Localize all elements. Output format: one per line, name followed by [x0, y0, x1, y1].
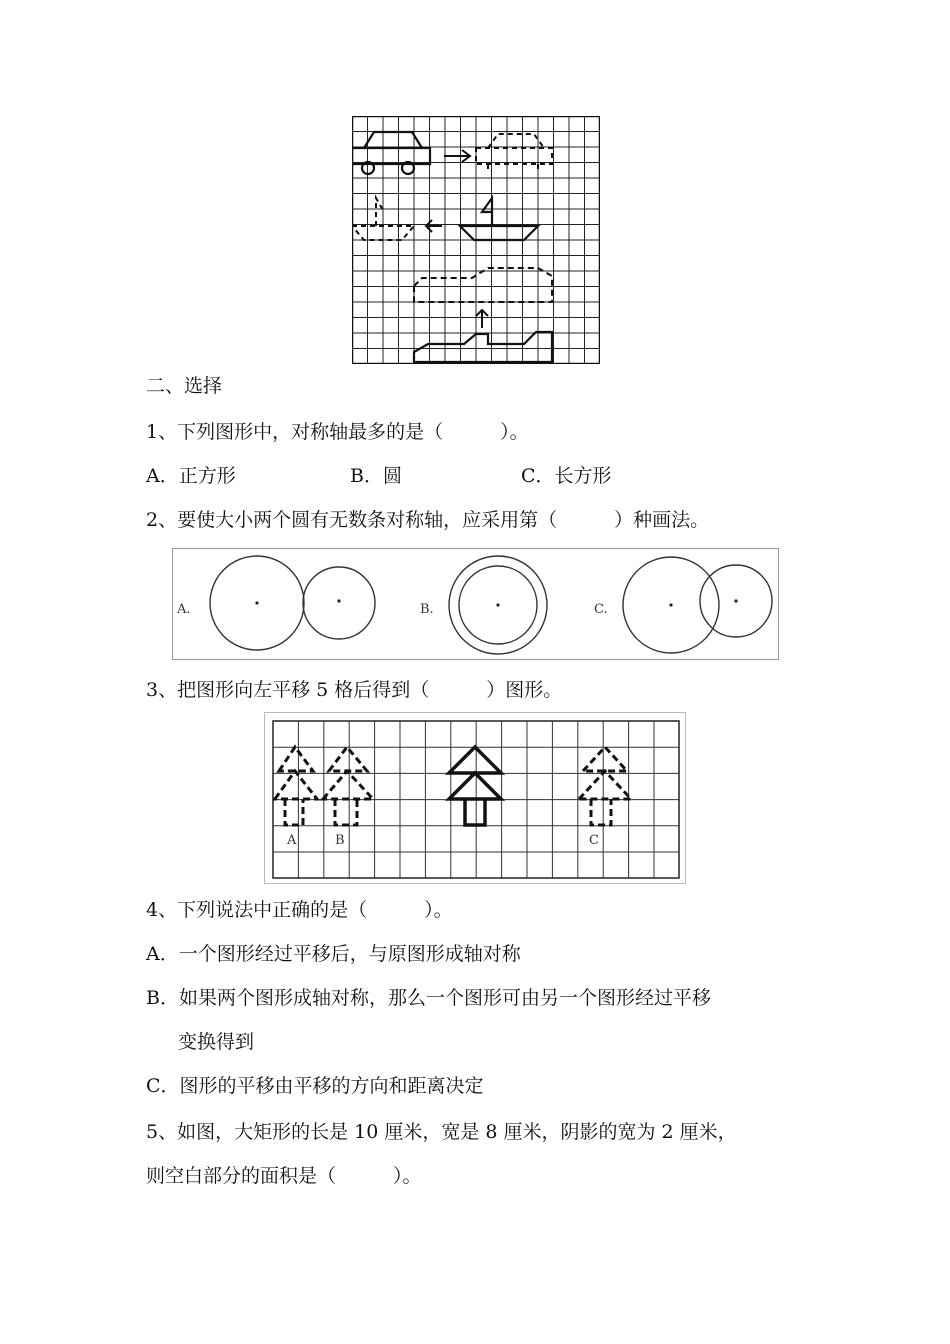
question-1-option-b: B．圆: [350, 465, 402, 487]
circle-option-label-a: A.: [177, 602, 191, 617]
circles-figure: [172, 548, 779, 660]
translation-grid-figure: [352, 116, 600, 364]
car-shape-translated: [476, 134, 552, 172]
question-3-stem: 3、把图形向左平移 5 格后得到（ ）图形。: [146, 679, 563, 701]
question-2-stem: 2、要使大小两个圆有无数条对称轴，应采用第（ ）种画法。: [146, 509, 710, 531]
question-4-stem: 4、下列说法中正确的是（ ）。: [146, 899, 453, 921]
left-arrow: [426, 220, 442, 232]
tree-grid-figure: [264, 712, 686, 884]
question-4-option-b: B．如果两个图形成轴对称，那么一个图形可由另一个图形经过平移: [146, 987, 711, 1009]
tree-option-label-c: C: [589, 833, 599, 848]
question-5-stem-line-2: 则空白部分的面积是（ ）。: [146, 1165, 422, 1187]
tree-option-label-b: B: [335, 833, 345, 848]
question-4-option-a: A．一个图形经过平移后，与原图形成轴对称: [146, 943, 521, 965]
tree-option-label-a: A: [287, 833, 297, 848]
boat-shape: [460, 198, 538, 240]
car-shape: [352, 132, 430, 174]
question-1-option-c: C．长方形: [521, 465, 612, 487]
question-4-option-b-cont: 变换得到: [178, 1031, 255, 1053]
question-5-stem-line-1: 5、如图，大矩形的长是 10 厘米，宽是 8 厘米，阴影的宽为 2 厘米，: [146, 1121, 737, 1143]
question-4-option-c: C．图形的平移由平移的方向和距离决定: [146, 1075, 484, 1097]
up-arrow: [476, 310, 488, 328]
right-arrow: [444, 150, 470, 162]
circle-option-label-b: B.: [420, 602, 434, 617]
section-heading: 二、选择: [146, 375, 223, 397]
question-1-stem: 1、下列图形中，对称轴最多的是（ ）。: [146, 421, 529, 443]
parallelogram-shape: [414, 332, 552, 362]
circle-option-label-c: C.: [594, 602, 608, 617]
parallelogram-translated: [414, 268, 552, 302]
question-1-option-a: A．正方形: [146, 465, 236, 487]
